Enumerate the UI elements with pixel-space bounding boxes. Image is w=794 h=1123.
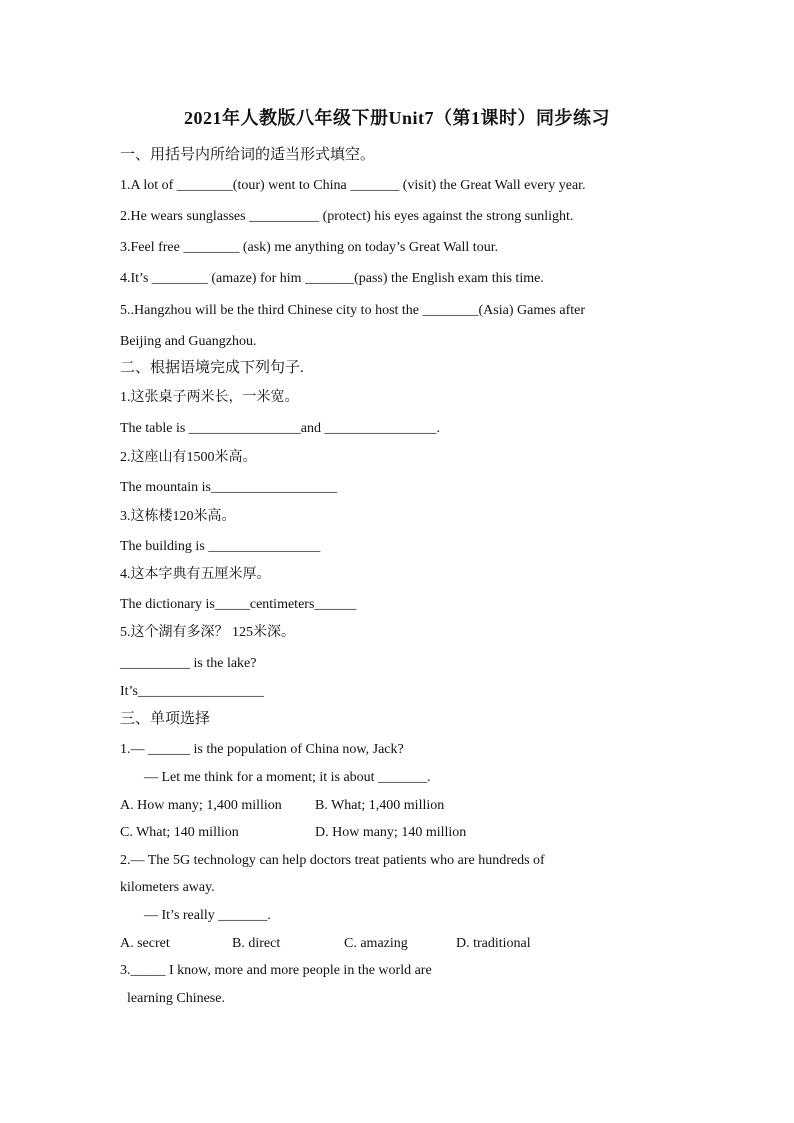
question-line: 5.这个湖有多深？ 125米深。 <box>120 625 295 640</box>
option-c: C. What; 140 million <box>120 825 239 840</box>
option-a: A. How many; 1,400 million <box>120 798 282 813</box>
question-stem: 3._____ I know, more and more people in the world are <box>120 963 432 978</box>
answer-line: The mountain is__________________ <box>120 480 337 495</box>
section-3-heading: 三、单项选择 <box>120 711 211 727</box>
option-d: D. How many; 140 million <box>315 825 467 840</box>
answer-line: __________ is the lake? <box>120 656 257 671</box>
option-b: B. What; 1,400 million <box>315 798 445 813</box>
question-line: 2.He wears sunglasses __________ (protect) his eyes against the strong sunlight. <box>120 209 574 224</box>
answer-line: The table is ________________and ________________. <box>120 421 441 436</box>
question-stem: learning Chinese. <box>127 991 225 1006</box>
option-c: C. amazing <box>344 936 408 951</box>
answer-line: It’s__________________ <box>120 684 264 699</box>
answer-line: The building is ________________ <box>120 539 321 554</box>
question-line: 1.这张桌子两米长，一米宽。 <box>120 390 299 405</box>
question-reply: — Let me think for a moment; it is about _______. <box>144 770 431 785</box>
question-line: 5..Hangzhou will be the third Chinese city to host the ________(Asia) Games after <box>120 303 586 318</box>
question-line: 1.A lot of ________(tour) went to China _______ (visit) the Great Wall every year. <box>120 178 586 193</box>
question-line: 3.这栋楼120米高。 <box>120 509 236 524</box>
answer-line: The dictionary is_____centimeters______ <box>120 597 357 612</box>
question-stem: 1.— ______ is the population of China now, Jack? <box>120 742 404 757</box>
section-2-heading: 二、根据语境完成下列句子. <box>120 360 304 376</box>
option-d: D. traditional <box>456 936 531 951</box>
option-a: A. secret <box>120 936 170 951</box>
option-b: B. direct <box>232 936 281 951</box>
question-line: 4.这本字典有五厘米厚。 <box>120 567 271 582</box>
question-stem: kilometers away. <box>120 880 215 895</box>
question-reply: — It’s really _______. <box>144 908 271 923</box>
question-line: 3.Feel free ________ (ask) me anything on today’s Great Wall tour. <box>120 240 499 255</box>
section-1-heading: 一、用括号内所给词的适当形式填空。 <box>120 147 376 163</box>
question-stem: 2.— The 5G technology can help doctors treat patients who are hundreds of <box>120 853 545 868</box>
page-title: 2021年人教版八年级下册Unit7（第1课时）同步练习 <box>183 108 610 128</box>
question-line: Beijing and Guangzhou. <box>120 334 257 349</box>
question-line: 4.It’s ________ (amaze) for him _______(pass) the English exam this time. <box>120 271 544 286</box>
question-line: 2.这座山有1500米高。 <box>120 450 257 465</box>
